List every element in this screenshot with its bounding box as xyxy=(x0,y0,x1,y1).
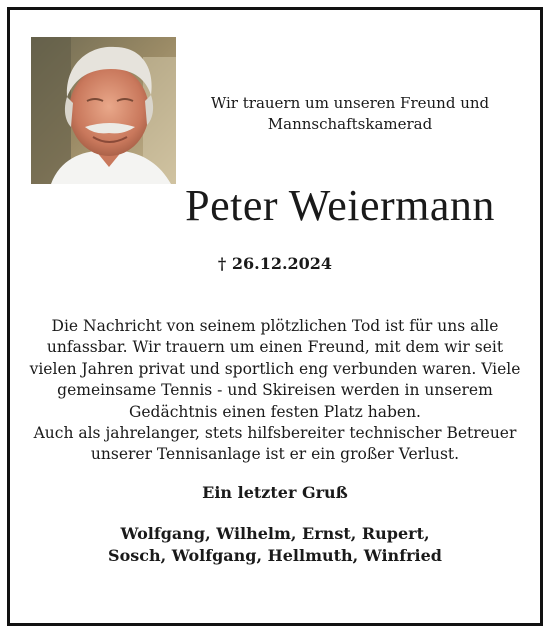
message-line: vielen Jahren privat und sportlich eng verbunden waren. Viele xyxy=(29,359,521,378)
farewell-heading: Ein letzter Gruß xyxy=(202,483,348,502)
message-line: unfassbar. Wir trauern um einen Freund, mit dem wir seit xyxy=(46,338,504,357)
deceased-name: Peter Weiermann xyxy=(185,181,495,230)
message-line: Die Nachricht von seinem plötzlichen Tod ist für uns alle xyxy=(51,317,499,335)
signatures xyxy=(0,523,550,567)
signature-line: Wolfgang, Wilhelm, Ernst, Rupert, xyxy=(120,524,430,543)
message-line: gemeinsame Tennis - und Skireisen werden in unserem xyxy=(57,381,493,400)
message-line: Auch als jahrelanger, stets hilfsbereiter technischer Betreuer xyxy=(33,424,517,443)
signature-line: Sosch, Wolfgang, Hellmuth, Winfried xyxy=(108,546,442,565)
message-text xyxy=(0,316,550,466)
death-date: † 26.12.2024 xyxy=(217,254,333,273)
intro-line: Mannschaftskamerad xyxy=(267,115,433,133)
message-line: unserer Tennisanlage ist er ein großer Verlust. xyxy=(90,445,460,464)
portrait-photo xyxy=(31,37,176,184)
message-line: Gedächtnis einen festen Platz haben. xyxy=(129,402,421,421)
intro-line: Wir trauern um unseren Freund und xyxy=(210,94,490,112)
portrait-illustration xyxy=(31,37,176,184)
intro-text xyxy=(180,93,520,135)
